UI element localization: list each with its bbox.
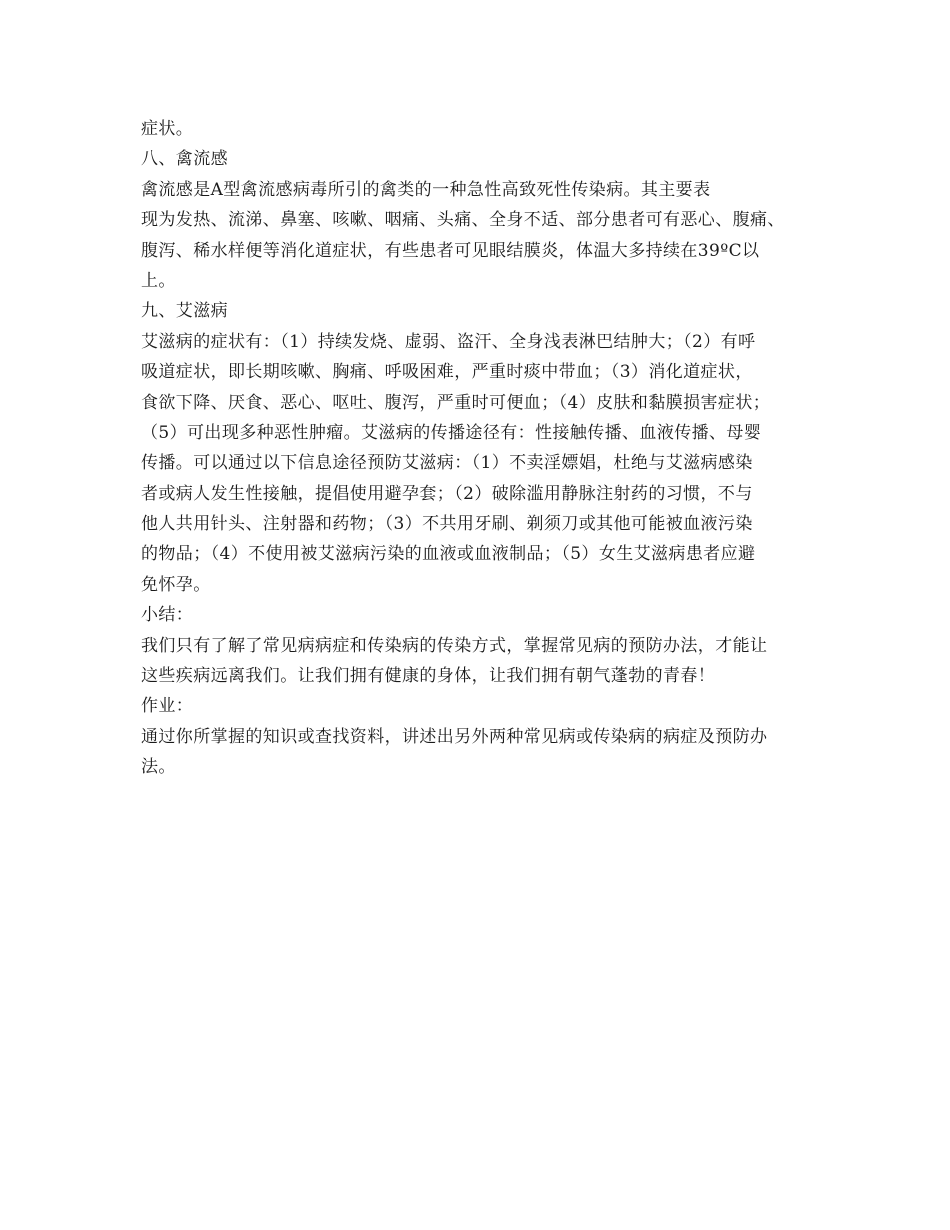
- text-line: 免怀孕。: [141, 574, 211, 595]
- text-line: 上。: [141, 270, 176, 291]
- text-line: 食欲下降、厌食、恶心、呕吐、腹泻，严重时可便血；（4）皮肤和黏膜损害症状；: [141, 392, 771, 413]
- section-heading-avian-flu: 八、禽流感: [141, 149, 228, 170]
- text-line: 法。: [141, 757, 176, 778]
- text-line: 现为发热、流涕、鼻塞、咳嗽、咽痛、头痛、全身不适、部分患者可有恶心、腹痛、: [141, 210, 785, 231]
- text-line: 艾滋病的症状有：（1）持续发烧、虚弱、盗汗、全身浅表淋巴结肿大；（2）有呼: [141, 331, 756, 352]
- text-line: 禽流感是A型禽流感病毒所引的禽类的一种急性高致死性传染病。其主要表: [141, 179, 711, 200]
- text-line: 腹泻、稀水样便等消化道症状，有些患者可见眼结膜炎，体温大多持续在39ºC以: [141, 240, 760, 261]
- text-line: 他人共用针头、注射器和药物；（3）不共用牙刷、剃须刀或其他可能被血液污染: [141, 514, 753, 535]
- section-heading-homework: 作业：: [141, 696, 194, 717]
- text-line: 者或病人发生性接触，提倡使用避孕套；（2）破除滥用静脉注射药的习惯，不与: [141, 483, 753, 504]
- text-line: （5）可出现多种恶性肿瘤。艾滋病的传播途径有：性接触传播、血液传播、母婴: [141, 422, 762, 443]
- section-heading-summary: 小结：: [141, 605, 194, 626]
- text-line: 吸道症状，即长期咳嗽、胸痛、呼吸困难，严重时痰中带血；（3）消化道症状，: [141, 362, 753, 383]
- text-line: 传播。可以通过以下信息途径预防艾滋病：（1）不卖淫嫖娼，杜绝与艾滋病感染: [141, 453, 753, 474]
- text-line: 症状。: [141, 119, 194, 139]
- text-line: 这些疾病远离我们。让我们拥有健康的身体，让我们拥有朝气蓬勃的青春！: [141, 666, 716, 687]
- text-line: 的物品；（4）不使用被艾滋病污染的血液或血液制品；（5）女生艾滋病患者应避: [141, 544, 756, 565]
- section-heading-aids: 九、艾滋病: [141, 301, 228, 322]
- text-line: 我们只有了解了常见病病症和传染病的传染方式，掌握常见病的预防办法，才能让: [141, 635, 768, 656]
- text-line: 通过你所掌握的知识或查找资料，讲述出另外两种常见病或传染病的病症及预防办: [141, 726, 768, 747]
- document-body: [141, 114, 813, 783]
